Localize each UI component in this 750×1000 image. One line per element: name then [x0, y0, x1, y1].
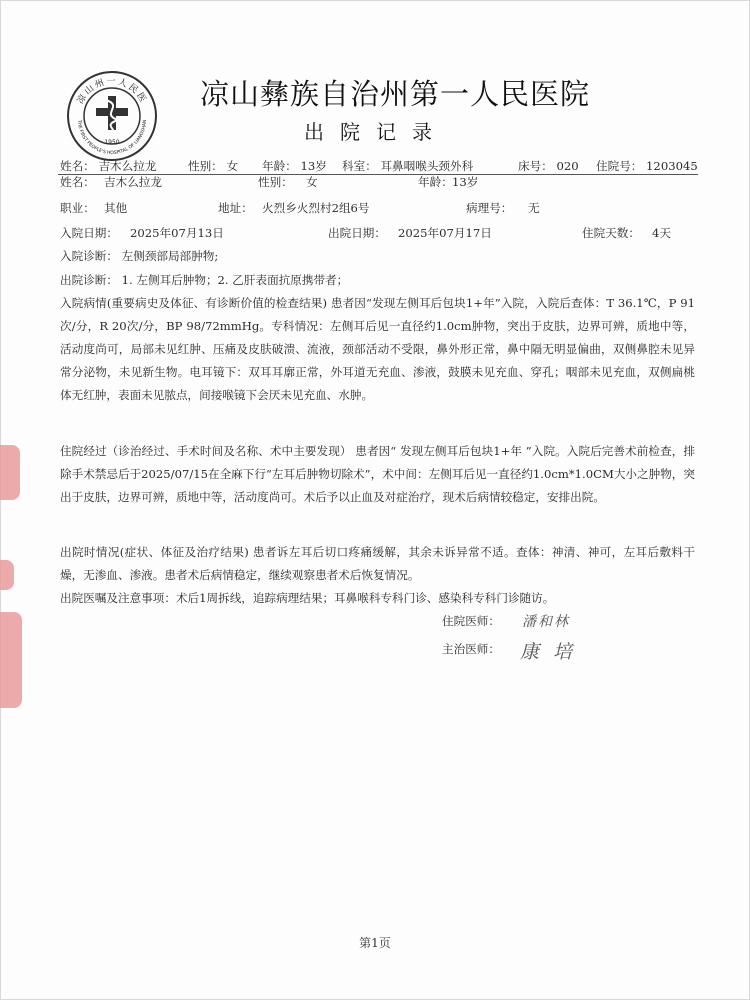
discharge-date-label: 出院日期：	[328, 226, 386, 240]
summary-gender: 性别： 女	[188, 159, 239, 173]
job-label: 职业：	[60, 201, 95, 215]
patient-age-label: 年龄：	[418, 175, 453, 189]
page-number: 第1页	[359, 936, 391, 950]
summary-age: 年龄： 13岁	[262, 159, 327, 173]
stay-days: 4天	[652, 226, 671, 240]
resident-signature: 潘和林	[522, 614, 570, 630]
patient-gender-label: 性别：	[258, 175, 293, 189]
stamp-fragment	[0, 445, 20, 500]
discharge-date: 2025年07月17日	[398, 226, 492, 240]
patient-age: 13岁	[452, 175, 479, 189]
discharge-diagnosis: 出院诊断： 1. 左侧耳后肿物；2. 乙肝表面抗原携带者；	[60, 273, 349, 287]
svg-text:1950: 1950	[104, 139, 120, 146]
admit-date: 2025年07月13日	[130, 226, 224, 240]
admission-condition: 入院病情(重要病史及体征、有诊断价值的检查结果) 患者因“发现左侧耳后包块1+年”入院，入院后查体：T 36.1℃，P 91次/分，R 20次/分，BP 98/72mmHg。专科情况：左侧耳后见一直径约1.0cm肿物，突出于皮肤，边界可辨，质地中等，活动度尚可，局部未见红肿、压痛及皮肤破溃、流液，颈部活动不受限，鼻外形正常，鼻中隔无明显偏曲，双侧鼻腔未见异常分泌物，未见新生物。电耳镜下：双耳耳廓正常，外耳道无充血、渗液，鼓膜未见充血、穿孔；咽部未见充血，双侧扁桃体无红肿，表面未见脓点，间接喉镜下会厌未见充血、水肿。	[60, 296, 695, 402]
svg-text:凉山州一人民医: 凉山州一人民医	[75, 77, 149, 106]
svg-text:THE FIRST PEOPLE'S HOSPITAL OF: THE FIRST PEOPLE'S HOSPITAL OF LIANGSHAN	[75, 119, 149, 157]
patient-gender: 女	[306, 175, 318, 189]
stamp-fragment	[0, 560, 14, 590]
attending-label: 主治医师：	[442, 642, 500, 656]
address-label: 地址：	[218, 201, 253, 215]
summary-inpatient-no: 住院号： 1203045	[596, 159, 698, 173]
document-title: 出院记录	[304, 120, 448, 144]
summary-name: 姓名： 吉木么拉龙	[60, 159, 157, 173]
hospital-name: 凉山彝族自治州第一人民医院	[200, 77, 591, 111]
stamp-fragment	[0, 612, 22, 708]
pathology-value: 无	[528, 201, 540, 215]
discharge-advice: 出院医嘱及注意事项：术后1周拆线，追踪病理结果；耳鼻喉科专科门诊、感染科专科门诊随访。	[60, 591, 555, 605]
pathology-label: 病理号：	[466, 201, 513, 215]
attending-signature: 康 培	[520, 641, 577, 663]
discharge-condition: 出院时情况(症状、体征及治疗结果) 患者诉左耳后切口疼痛缓解，其余未诉异常不适。查体：神清、神可，左耳后敷料干燥，无渗血、渗液。患者术后病情稳定，继续观察患者术后恢复情况。	[60, 545, 695, 582]
hospital-course: 住院经过（诊治经过、手术时间及名称、术中主要发现） 患者因“ 发现左侧耳后包块1+年 ”入院。入院后完善术前检查，排除手术禁忌后于2025/07/15在全麻下行“左耳后肿物切除术”，术中间：左侧耳后见一直径约1.0cm*1.0CM大小之肿物，突出于皮肤，边界可辨，质地中等，活动度尚可。术后予以止血及对症治疗，现术后病情较稳定，安排出院。	[60, 444, 695, 504]
stay-days-label: 住院天数：	[582, 226, 640, 240]
hospital-logo	[66, 70, 158, 162]
address-value: 火烈乡火烈村2组6号	[262, 201, 370, 215]
patient-name-label: 姓名：	[60, 175, 95, 189]
job-value: 其他	[104, 201, 128, 215]
summary-department: 科室： 耳鼻咽喉头颈外科	[342, 159, 474, 173]
admission-diagnosis: 入院诊断： 左侧颈部局部肿物;	[60, 249, 219, 263]
admit-date-label: 入院日期：	[60, 226, 118, 240]
patient-name: 吉木么拉龙	[104, 175, 162, 189]
resident-label: 住院医师：	[442, 614, 500, 628]
summary-bed: 床号： 020	[518, 159, 579, 173]
